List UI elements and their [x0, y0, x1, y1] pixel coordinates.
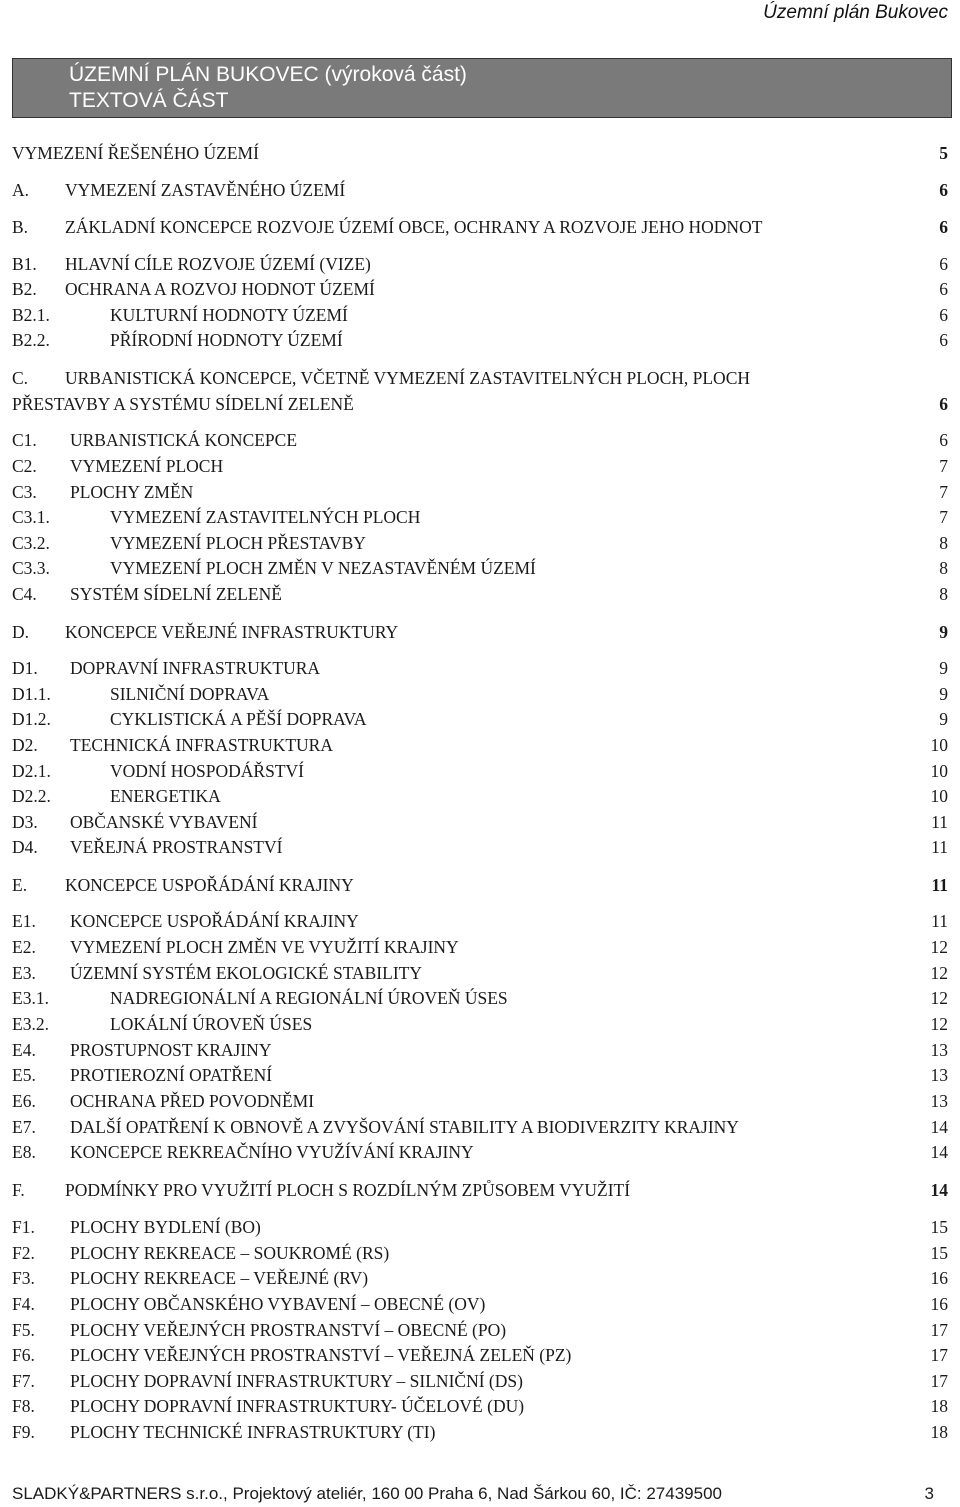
toc-entry-page: 13: [930, 1065, 948, 1085]
toc-entry: [12, 1422, 948, 1446]
toc-entry: [12, 1014, 948, 1038]
toc-entry-title: PLOCHY REKREACE – SOUKROMÉ (RS): [70, 1243, 390, 1263]
toc-entry-page: 13: [930, 1040, 948, 1060]
toc-entry-title: PLOCHY BYDLENÍ (BO): [70, 1217, 261, 1237]
toc-entry: [12, 1180, 948, 1204]
toc-entry-title: KONCEPCE USPOŘÁDÁNÍ KRAJINY: [70, 911, 359, 931]
toc-entry-page: 10: [930, 761, 948, 781]
toc-entry-title: KONCEPCE REKREAČNÍHO VYUŽÍVÁNÍ KRAJINY: [70, 1142, 474, 1162]
toc-entry: [12, 1396, 948, 1420]
toc-entry-title: PŘÍRODNÍ HODNOTY ÚZEMÍ: [110, 330, 343, 350]
toc-entry-code: E4.: [12, 1040, 36, 1060]
toc-entry-page: 6: [939, 217, 948, 237]
toc-entry: [12, 430, 948, 454]
toc-entry: [12, 1217, 948, 1241]
toc-entry-title: OBČANSKÉ VYBAVENÍ: [70, 812, 258, 832]
toc-entry: [12, 1320, 948, 1344]
toc-entry-code: C2.: [12, 456, 37, 476]
toc-entry-title: ENERGETIKA: [110, 786, 221, 806]
toc-entry-code: B2.: [12, 279, 37, 299]
toc-entry-code: E3.2.: [12, 1014, 49, 1034]
toc-entry-title: NADREGIONÁLNÍ A REGIONÁLNÍ ÚROVEŇ ÚSES: [110, 988, 508, 1008]
toc-entry-page: 6: [939, 254, 948, 274]
toc-entry-code: E3.: [12, 963, 36, 983]
toc-entry-code: F5.: [12, 1320, 35, 1340]
toc-entry: [12, 761, 948, 785]
toc-entry: [12, 735, 948, 759]
toc-entry: [12, 622, 948, 646]
toc-entry-code: E3.1.: [12, 988, 49, 1008]
toc-entry-code: F6.: [12, 1345, 35, 1365]
toc-entry-code: E.: [12, 875, 28, 895]
toc-entry: [12, 786, 948, 810]
toc-entry: [12, 1294, 948, 1318]
toc-entry-page: 11: [931, 837, 948, 857]
toc-entry: [12, 217, 948, 241]
toc-entry-title: KONCEPCE VEŘEJNÉ INFRASTRUKTURY: [65, 622, 399, 642]
toc-entry-page: 11: [931, 875, 948, 895]
toc-entry-code: D1.: [12, 658, 38, 678]
toc-entry-page: 7: [939, 482, 948, 502]
toc-entry-page: 6: [939, 279, 948, 299]
toc-entry-page: 18: [930, 1396, 948, 1416]
toc-entry-code: C3.: [12, 482, 37, 502]
toc-entry: [12, 709, 948, 733]
toc-entry: [12, 1091, 948, 1115]
toc-entry-title: VODNÍ HOSPODÁŘSTVÍ: [110, 761, 304, 781]
toc-entry-page: 17: [930, 1320, 948, 1340]
toc-entry-code: E2.: [12, 937, 36, 957]
page-footer: [12, 1484, 948, 1506]
toc-entry: [12, 254, 948, 278]
running-header: Územní plán Bukovec: [763, 2, 948, 23]
toc-entry-title: PLOCHY VEŘEJNÝCH PROSTRANSTVÍ – VEŘEJNÁ ZELEŇ (PZ): [70, 1345, 572, 1365]
toc-entry-page: 6: [939, 430, 948, 450]
toc-entry-title: ZÁKLADNÍ KONCEPCE ROZVOJE ÚZEMÍ OBCE, OCHRANY A ROZVOJE JEHO HODNOT: [65, 217, 763, 237]
toc-entry-page: 12: [930, 988, 948, 1008]
toc-entry-page: 16: [930, 1294, 948, 1314]
toc-entry-title: PROTIEROZNÍ OPATŘENÍ: [70, 1065, 273, 1085]
toc-entry-code: C3.1.: [12, 507, 50, 527]
toc-entry-page: 10: [930, 786, 948, 806]
toc-entry-title: PŘESTAVBY A SYSTÉMU SÍDELNÍ ZELENĚ: [12, 394, 354, 414]
toc-entry-page: 9: [939, 709, 948, 729]
toc-entry-page: 16: [930, 1268, 948, 1288]
toc-entry: [12, 558, 948, 582]
toc-entry: [12, 1040, 948, 1064]
toc-entry-title: VYMEZENÍ ZASTAVITELNÝCH PLOCH: [110, 507, 421, 527]
toc-entry: [12, 1268, 948, 1292]
toc-entry-code: D2.1.: [12, 761, 51, 781]
toc-entry-title: PLOCHY TECHNICKÉ INFRASTRUKTURY (TI): [70, 1422, 436, 1442]
toc-entry: [12, 279, 948, 303]
toc-entry-page: 8: [939, 558, 948, 578]
toc-entry-title: OCHRANA PŘED POVODNĚMI: [70, 1091, 315, 1111]
page-number: 3: [924, 1484, 934, 1503]
toc-entry: [12, 911, 948, 935]
toc-entry-code: B2.1.: [12, 305, 50, 325]
toc-entry-title: TECHNICKÁ INFRASTRUKTURA: [70, 735, 333, 755]
toc-entry: [12, 330, 948, 354]
toc-entry-code: D1.2.: [12, 709, 51, 729]
toc-entry: [12, 937, 948, 961]
toc-entry-page: 13: [930, 1091, 948, 1111]
toc-entry-title: PLOCHY REKREACE – VEŘEJNÉ (RV): [70, 1268, 369, 1288]
toc-entry-code: E5.: [12, 1065, 36, 1085]
toc-entry-title: VYMEZENÍ ŘEŠENÉHO ÚZEMÍ: [12, 143, 259, 163]
toc-entry-page: 11: [931, 812, 948, 832]
toc-entry: [12, 1065, 948, 1089]
toc-entry-title: LOKÁLNÍ ÚROVEŇ ÚSES: [110, 1014, 313, 1034]
toc-entry-page: 12: [930, 1014, 948, 1034]
toc-entry-page: 11: [931, 911, 948, 931]
toc-entry-title: PODMÍNKY PRO VYUŽITÍ PLOCH S ROZDÍLNÝM ZPŮSOBEM VYUŽITÍ: [65, 1180, 631, 1200]
toc-entry-title: VEŘEJNÁ PROSTRANSTVÍ: [70, 837, 283, 857]
toc-entry: [12, 875, 948, 899]
toc-entry-code: F1.: [12, 1217, 35, 1237]
toc-entry-code: E7.: [12, 1117, 36, 1137]
toc-entry-title: PLOCHY ZMĚN: [70, 482, 194, 502]
toc-entry: [12, 456, 948, 480]
toc-entry: [12, 482, 948, 506]
toc-entry-code: B2.2.: [12, 330, 50, 350]
toc-entry-title: KULTURNÍ HODNOTY ÚZEMÍ: [110, 305, 348, 325]
toc-entry: [12, 1371, 948, 1395]
toc-entry-page: 15: [930, 1243, 948, 1263]
toc-entry-title: PLOCHY VEŘEJNÝCH PROSTRANSTVÍ – OBECNÉ (PO): [70, 1320, 507, 1340]
toc-entry: [12, 837, 948, 861]
toc-entry-page: 6: [939, 305, 948, 325]
toc-entry-page: 9: [939, 622, 948, 642]
toc-entry-code: E6.: [12, 1091, 36, 1111]
toc-entry-title: PLOCHY DOPRAVNÍ INFRASTRUKTURY- ÚČELOVÉ (DU): [70, 1396, 525, 1416]
toc-entry-code: C4.: [12, 584, 37, 604]
toc-entry-title: SYSTÉM SÍDELNÍ ZELENĚ: [70, 584, 282, 604]
toc-entry-title: VYMEZENÍ PLOCH ZMĚN VE VYUŽITÍ KRAJINY: [70, 937, 459, 957]
toc-entry-page: 9: [939, 658, 948, 678]
toc-entry: [12, 1345, 948, 1369]
toc-entry-code: F.: [12, 1180, 25, 1200]
toc-entry: [12, 684, 948, 708]
toc-entry: [12, 143, 948, 167]
toc-entry-code: F7.: [12, 1371, 35, 1391]
toc-entry: [12, 963, 948, 987]
toc-entry: [12, 507, 948, 531]
toc-entry-code: E1.: [12, 911, 36, 931]
toc-entry: [12, 394, 948, 418]
toc-entry-code: D4.: [12, 837, 38, 857]
toc-entry-page: 7: [939, 507, 948, 527]
toc-entry-code: C1.: [12, 430, 37, 450]
toc-entry-page: 14: [930, 1180, 948, 1200]
footer-company-info: SLADKÝ&PARTNERS s.r.o., Projektový ateliér, 160 00 Praha 6, Nad Šárkou 60, IČ: 27439500: [12, 1484, 722, 1503]
toc-entry-page: 6: [939, 394, 948, 414]
toc-entry: [12, 812, 948, 836]
toc-entry-page: 6: [939, 330, 948, 350]
toc-entry-code: F8.: [12, 1396, 35, 1416]
toc-entry-title: OCHRANA A ROZVOJ HODNOT ÚZEMÍ: [65, 279, 375, 299]
toc-entry-code: C3.3.: [12, 558, 50, 578]
toc-entry-title: SILNIČNÍ DOPRAVA: [110, 684, 270, 704]
toc-entry-page: 9: [939, 684, 948, 704]
toc-entry: [12, 584, 948, 608]
toc-entry-code: F3.: [12, 1268, 35, 1288]
toc-entry-page: 14: [930, 1117, 948, 1137]
toc-entry-title: DALŠÍ OPATŘENÍ K OBNOVĚ A ZVYŠOVÁNÍ STABILITY A BIODIVERZITY KRAJINY: [70, 1117, 739, 1137]
toc-entry-title: KONCEPCE USPOŘÁDÁNÍ KRAJINY: [65, 875, 354, 895]
toc-entry-code: E8.: [12, 1142, 36, 1162]
toc-entry-code: B1.: [12, 254, 37, 274]
toc-entry-code: B.: [12, 217, 29, 237]
toc-entry-title: VYMEZENÍ ZASTAVĚNÉHO ÚZEMÍ: [65, 180, 346, 200]
toc-entry: [12, 1142, 948, 1166]
toc-entry-title: URBANISTICKÁ KONCEPCE, VČETNĚ VYMEZENÍ ZASTAVITELNÝCH PLOCH, PLOCH: [65, 368, 751, 388]
toc-entry-title: DOPRAVNÍ INFRASTRUKTURA: [70, 658, 321, 678]
toc-entry: [12, 658, 948, 682]
toc-entry: [12, 368, 948, 392]
toc-entry-page: 8: [939, 584, 948, 604]
toc-entry-title: URBANISTICKÁ KONCEPCE: [70, 430, 298, 450]
toc-entry-code: F9.: [12, 1422, 35, 1442]
toc-entry-page: 6: [939, 180, 948, 200]
toc-entry-title: VYMEZENÍ PLOCH: [70, 456, 224, 476]
toc-entry-title: VYMEZENÍ PLOCH ZMĚN V NEZASTAVĚNÉM ÚZEMÍ: [110, 558, 536, 578]
toc-entry-code: C3.2.: [12, 533, 50, 553]
toc-entry-page: 8: [939, 533, 948, 553]
toc-entry: [12, 1243, 948, 1267]
toc-entry-page: 12: [930, 963, 948, 983]
toc-entry-page: 18: [930, 1422, 948, 1442]
toc-entry-code: D1.1.: [12, 684, 51, 704]
toc-entry: [12, 180, 948, 204]
toc-entry-code: F4.: [12, 1294, 35, 1314]
toc-entry-code: D3.: [12, 812, 38, 832]
toc-entry-code: D2.: [12, 735, 38, 755]
toc-entry-page: 7: [939, 456, 948, 476]
toc-entry-title: PROSTUPNOST KRAJINY: [70, 1040, 272, 1060]
toc-entry-code: D.: [12, 622, 30, 642]
toc-entry-page: 10: [930, 735, 948, 755]
document-title-banner: [12, 58, 952, 118]
toc-entry-title: VYMEZENÍ PLOCH PŘESTAVBY: [110, 533, 366, 553]
toc-entry-page: 12: [930, 937, 948, 957]
toc-entry-page: 17: [930, 1371, 948, 1391]
toc-entry-page: 17: [930, 1345, 948, 1365]
toc-entry: [12, 1117, 948, 1141]
toc-entry-page: 14: [930, 1142, 948, 1162]
toc-entry-title: PLOCHY OBČANSKÉHO VYBAVENÍ – OBECNÉ (OV): [70, 1294, 486, 1314]
toc-entry-title: PLOCHY DOPRAVNÍ INFRASTRUKTURY – SILNIČNÍ (DS): [70, 1371, 523, 1391]
toc-entry-code: F2.: [12, 1243, 35, 1263]
toc-entry-page: 5: [939, 143, 948, 163]
toc-entry: [12, 305, 948, 329]
toc-entry-title: CYKLISTICKÁ A PĚŠÍ DOPRAVA: [110, 709, 367, 729]
toc-entry-code: C.: [12, 368, 29, 388]
toc-entry: [12, 988, 948, 1012]
toc-entry: [12, 533, 948, 557]
toc-entry-code: D2.2.: [12, 786, 51, 806]
toc-entry-page: 15: [930, 1217, 948, 1237]
document-subtitle: TEXTOVÁ ČÁST: [69, 89, 229, 112]
toc-entry-code: A.: [12, 180, 30, 200]
toc-entry-title: ÚZEMNÍ SYSTÉM EKOLOGICKÉ STABILITY: [70, 963, 422, 983]
toc-entry-title: HLAVNÍ CÍLE ROZVOJE ÚZEMÍ (VIZE): [65, 254, 371, 274]
document-title: ÚZEMNÍ PLÁN BUKOVEC (výroková část): [69, 63, 467, 86]
